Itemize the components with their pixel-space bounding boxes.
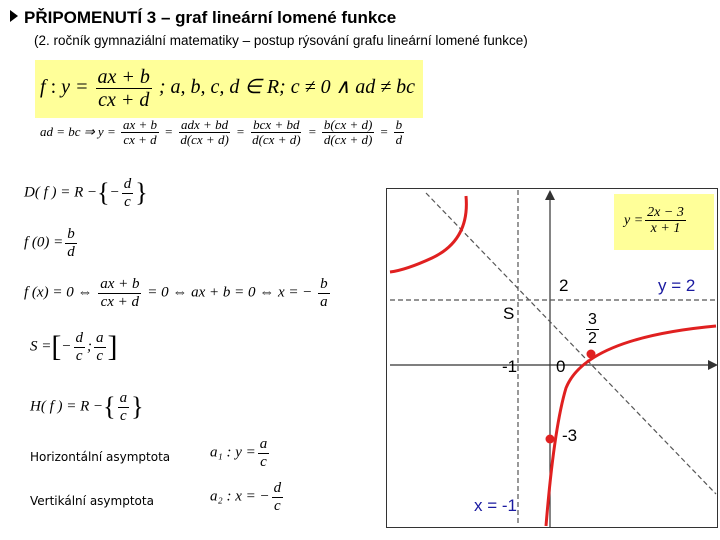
- y-tick-2: 2: [559, 276, 569, 295]
- origin-label: 0: [556, 357, 566, 376]
- definition-formula: f : y = $\frac{ax + b}{cx + d}$ ; a, b, c, d ∈ R; c ≠ 0 ∧ ad ≠ bc: [40, 66, 416, 111]
- degenerate-case-formula: ad = bc ⇒ y = $\frac{ax + b}{cx + d}$ = $\frac{\text{adx + bd}}{d(cx + d)}$ = $\frac{\text{bcx + bd}}{d(cx + d)}$ = $\frac{b(cx + d)}{d(cx + d)}$ = $\frac{b}{d}$: [40, 117, 403, 148]
- vertical-asymptote-label: Vertikální asymptota: [30, 494, 154, 508]
- y-intercept-label: -3: [562, 426, 578, 445]
- f-zero-formula: f (0) = $\frac{b}{d}$: [24, 226, 75, 260]
- page-subtitle: (2. ročník gymnaziální matematiky – postup rýsování grafu lineární lomené funkce): [34, 33, 528, 48]
- page-title: PŘIPOMENUTÍ 3 – graf lineární lomené funkce: [10, 8, 396, 28]
- function-graph: [386, 188, 718, 528]
- x-asymptote-label: x = -1: [474, 496, 517, 515]
- horizontal-asymptote-label: Horizontální asymptota: [30, 450, 171, 464]
- x-intercept-label: $\frac{3}{2}$: [588, 311, 597, 347]
- range-formula: H( f ) = R −{ $\frac{a}{c}$ }: [30, 390, 144, 424]
- example-formula: y = $\frac{2x - 3}{x + 1}$: [624, 205, 684, 237]
- y-intercept-point: [546, 435, 555, 444]
- horizontal-asymptote-formula: a₁ : y = $\frac{a}{c}$: [210, 436, 268, 470]
- vertical-asymptote-formula: a₂ : x = − $\frac{d}{c}$: [210, 480, 282, 514]
- y-asymptote-label: y = 2: [658, 276, 696, 295]
- zero-point-formula: f (x) = 0 ⇔ $\frac{ax + b}{cx + d}$ = 0 ⇔ ax + b = 0 ⇔ x = − $\frac{b}{a}$: [24, 276, 328, 310]
- x-intercept-point: [587, 350, 596, 359]
- domain-formula: D( f ) = R −{− $\frac{d}{c}$ }: [24, 176, 148, 210]
- center-formula: S =[− $\frac{d}{c}$ ; $\frac{a}{c}$ ]: [30, 330, 118, 364]
- center-point-label: S: [503, 304, 515, 323]
- x-tick-minus-1: -1: [502, 357, 518, 376]
- bullet-arrow-icon: [10, 10, 18, 22]
